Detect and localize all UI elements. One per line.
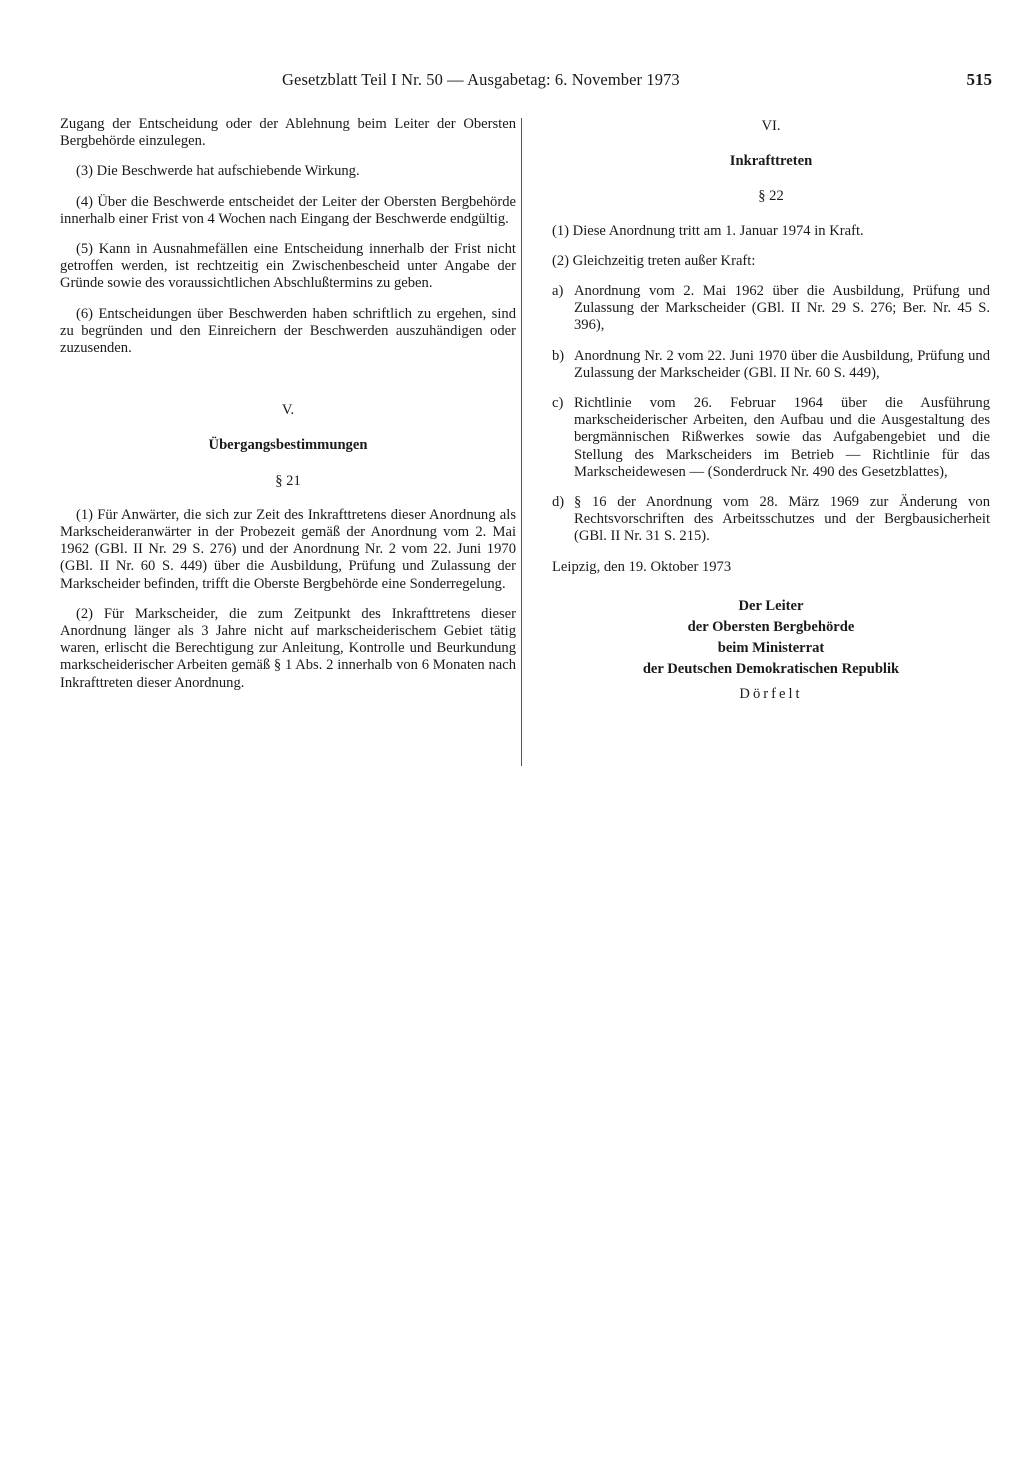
right-column	[552, 116, 990, 716]
list-item-text: Anordnung vom 2. Mai 1962 über die Ausbildung, Prüfung und Zulassung der Markscheider (GBl. II Nr. 29 S. 276; Ber. Nr. 45 S. 396),	[574, 283, 990, 334]
running-title: Gesetzblatt Teil I Nr. 50 — Ausgabetag: 6. November 1973	[282, 70, 680, 89]
paragraph-6: (6) Entscheidungen über Beschwerden haben schriftlich zu ergehen, sind zu begründen und den Einreichern der Beschwerden auszuhändigen oder zuzusenden.	[60, 305, 516, 357]
list-item-text: Richtlinie vom 26. Februar 1964 über die Ausführung markscheiderischer Arbeiten, den Aufbau und die Ausgestaltung des bergmännischen Rißwerkes sowie das Aufgabengebiet und die Stellung des Markscheiders im Betrieb — Richtlinie für das Markscheidewesen — (Sonderdruck Nr. 490 des Gesetzblattes),	[574, 395, 990, 480]
page-header	[60, 70, 992, 94]
paragraph-22-1: (1) Diese Anordnung tritt am 1. Januar 1974 in Kraft.	[552, 222, 864, 239]
paragraph-21-1: (1) Für Anwärter, die sich zur Zeit des Inkrafttretens dieser Anordnung als Markscheideranwärter in der Probezeit gemäß der Anordnung vom 2. Mai 1962 (GBl. II Nr. 29 S. 276) und der Anordnung Nr. 2 vom 22. Juni 1970 (GBl. II Nr. 60 S. 449) über die Ausbildung, Prüfung und Zulassung der Markscheider befinden, trifft die Oberste Bergbehörde eine Sonderregelung.	[60, 506, 516, 592]
section-title-uebergangsbestimmungen: Übergangsbestimmungen	[208, 437, 368, 454]
signatory-name: Dörfelt	[739, 685, 803, 702]
paragraph-continuation: Zugang der Entscheidung oder der Ablehnung beim Leiter der Obersten Bergbehörde einzulegen.	[60, 116, 516, 150]
signature-line-4: der Deutschen Demokratischen Republik	[642, 660, 900, 677]
paragraph-sign-22: § 22	[758, 188, 784, 205]
list-item-label: d)	[552, 494, 565, 511]
list-item-text: § 16 der Anordnung vom 28. März 1969 zur Änderung von Rechtsvorschriften des Arbeitsschutzes und der Bergbausicherheit (GBl. II Nr. 31 S. 215).	[574, 494, 990, 545]
column-divider	[521, 118, 522, 766]
place-date: Leipzig, den 19. Oktober 1973	[552, 558, 732, 575]
list-item	[552, 283, 990, 335]
page-number: 515	[966, 70, 992, 89]
paragraph-5: (5) Kann in Ausnahmefällen eine Entscheidung innerhalb der Frist nicht getroffen werden, ist rechtzeitig ein Zwischenbescheid unter Angabe der Gründe sowie des voraussichtlichen Abschlußtermins zu geben.	[60, 241, 516, 292]
paragraph-3: (3) Die Beschwerde hat aufschiebende Wirkung.	[76, 163, 360, 180]
signature-line-3: beim Ministerrat	[717, 639, 825, 656]
paragraph-sign-21: § 21	[275, 472, 301, 489]
signature-line-1: Der Leiter	[738, 597, 804, 614]
list-item-label: b)	[552, 347, 565, 364]
paragraph-22-2: (2) Gleichzeitig treten außer Kraft:	[552, 252, 756, 269]
list-item	[552, 395, 990, 481]
list-item	[552, 348, 990, 382]
left-column	[60, 116, 516, 705]
section-title-inkrafttreten: Inkrafttreten	[729, 153, 813, 170]
list-item-label: a)	[552, 283, 564, 300]
signature-block	[552, 596, 990, 703]
signature-line-2: der Obersten Bergbehörde	[687, 618, 855, 635]
list-item-text: Anordnung Nr. 2 vom 22. Juni 1970 über die Ausbildung, Prüfung und Zulassung der Markscheider (GBl. II Nr. 60 S. 449),	[574, 347, 990, 381]
list-item	[552, 494, 990, 546]
paragraph-4: (4) Über die Beschwerde entscheidet der Leiter der Obersten Bergbehörde innerhalb einer Frist von 4 Wochen nach Eingang der Beschwerde endgültig.	[60, 193, 516, 227]
section-number-vi: VI.	[761, 118, 781, 134]
repealed-list	[552, 283, 990, 546]
section-number-v: V.	[281, 402, 295, 419]
paragraph-21-2: (2) Für Markscheider, die zum Zeitpunkt des Inkrafttretens dieser Anordnung länger als 3 Jahre nicht auf markscheiderischem Gebiet tätig waren, erlischt die Berechtigung zur Anleitung, Kontrolle und Beurkundung markscheiderischer Arbeiten gemäß § 1 Abs. 2 innerhalb von 6 Monaten nach Inkrafttreten dieser Anordnung.	[60, 605, 516, 691]
list-item-label: c)	[552, 395, 564, 412]
